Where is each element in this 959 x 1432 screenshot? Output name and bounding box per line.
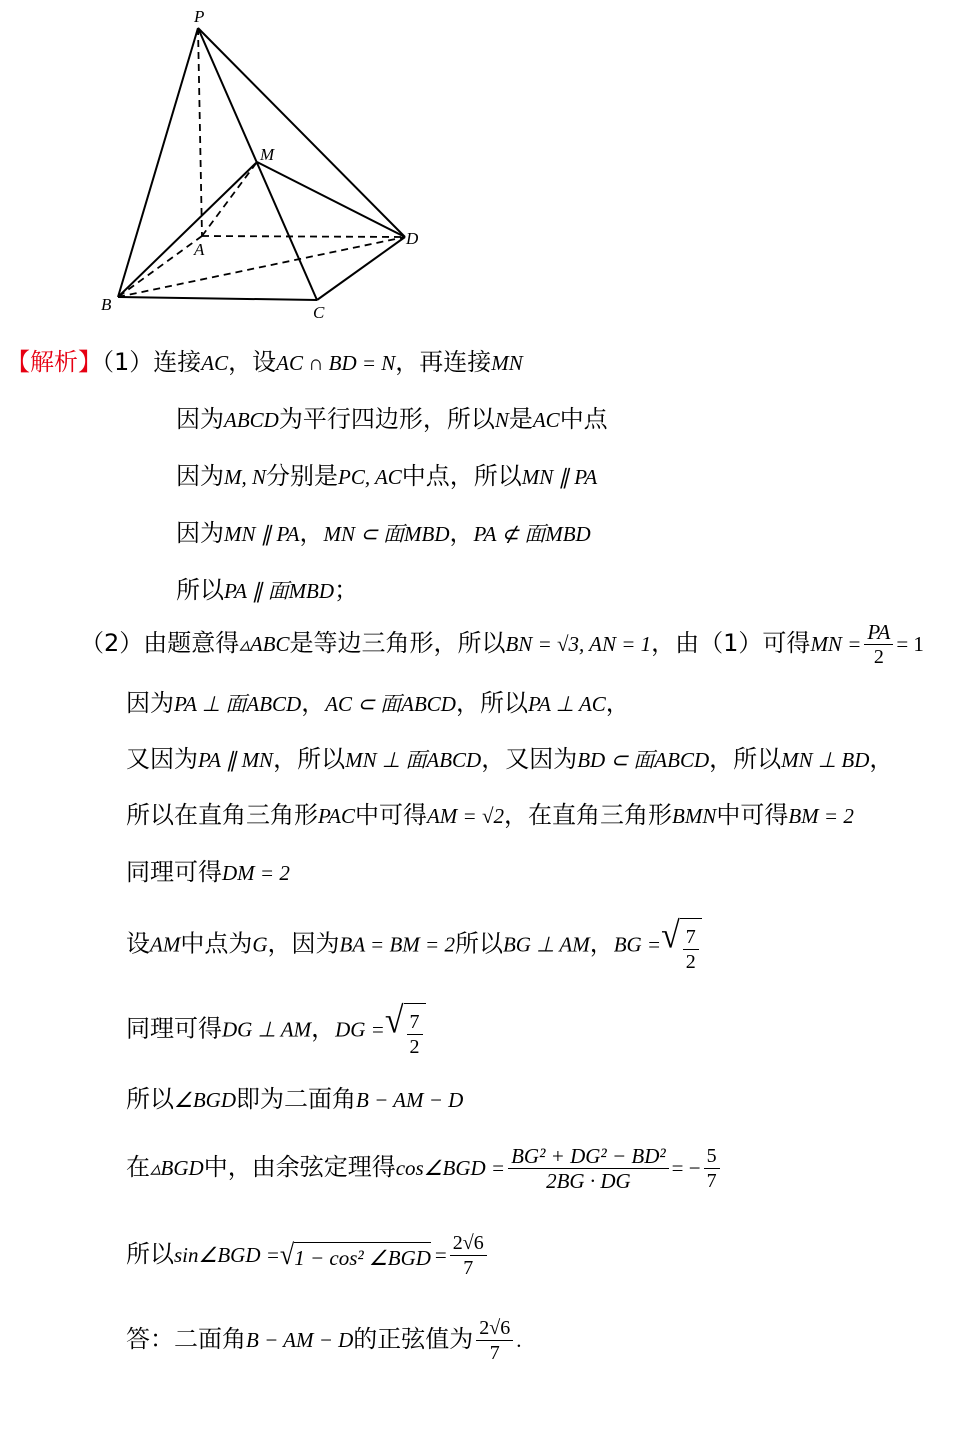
part2-line5: 同理可得DM = 2 — [126, 858, 290, 886]
part2-line6: 设AM中点为G，因为BA = BM = 2所以BG ⊥ AM，BG = √ $\frac{7}{2}$ — [126, 912, 702, 977]
label-M: M — [260, 145, 275, 164]
label-D: D — [406, 229, 419, 248]
edge-PB — [118, 28, 198, 297]
part2-line10: 所以sin∠BGD = √ 1 − cos² ∠BGD = $\frac{2√6}{7}$ — [126, 1227, 490, 1282]
edge-MD — [257, 162, 405, 237]
part2-line7: 同理可得DG ⊥ AM，DG = √ $\frac{7}{2}$ — [126, 997, 426, 1062]
part2-line3: 又因为PA ∥ MN，所以MN ⊥ 面ABCD，又因为BD ⊂ 面ABCD，所以MN ⊥ BD， — [126, 745, 894, 773]
edge-PA — [198, 28, 202, 236]
fraction: $\frac{7}{2}$ — [683, 925, 699, 974]
edge-CD — [317, 237, 405, 300]
edge-PD — [198, 28, 405, 237]
fraction: $\frac{PA}{2}$ — [864, 620, 893, 669]
part1-line5: 所以PA ∥ 面MBD； — [176, 576, 359, 604]
edge-BC — [118, 297, 317, 300]
fraction: $\frac{2√6}{7}$ — [450, 1231, 487, 1280]
analysis-tag: 【解析】 — [6, 348, 102, 376]
fraction: $\frac{5}{7}$ — [704, 1144, 720, 1193]
pyramid-figure — [90, 0, 430, 325]
part2-line1: （2）由题意得▵ABC是等边三角形，所以BN = √3, AN = 1，由（1）可得MN = $\frac{PA}{2}$ = 1 — [80, 619, 924, 668]
part1-line3: 因为M, N分别是PC, AC中点，所以MN ∥ PA — [176, 462, 598, 490]
part2-line4: 所以在直角三角形PAC中可得AM = √2，在直角三角形BMN中可得BM = 2 — [126, 801, 854, 829]
fraction: $\frac{2√6}{7}$ — [476, 1316, 513, 1365]
square-root: √ $\frac{7}{2}$ — [385, 997, 426, 1062]
square-root: √ 1 − cos² ∠BGD — [280, 1238, 431, 1273]
label-C: C — [313, 303, 325, 322]
label-P: P — [194, 7, 205, 26]
part1-line1: 【解析】（1）连接AC，设AC ∩ BD = N，再连接MN — [6, 348, 523, 376]
part1-line4: 因为MN ∥ PA，MN ⊂ 面MBD，PA ⊄ 面MBD — [176, 519, 591, 547]
fraction: $\frac{7}{2}$ — [407, 1010, 423, 1059]
part2-line2: 因为PA ⊥ 面ABCD，AC ⊂ 面ABCD，所以PA ⊥ AC， — [126, 689, 630, 717]
label-A: A — [194, 240, 205, 259]
part2-line11: 答：二面角B − AM − D的正弦值为 $\frac{2√6}{7}$ . — [126, 1316, 522, 1364]
fraction: $\frac{\text{BG² + DG² − BD²}}{2BG \cdot DG}$ — [508, 1144, 669, 1193]
edge-AM — [202, 162, 257, 236]
square-root: √ $\frac{7}{2}$ — [661, 912, 702, 977]
part2-line9: 在▵BGD中，由余弦定理得cos∠BGD = $\frac{\text{BG² + DG² − BD²}}{2BG \cdot DG}$ = − $\frac{5}{7}$ — [126, 1141, 723, 1194]
edge-AD — [202, 236, 405, 237]
part2-line8: 所以∠BGD即为二面角B − AM − D — [126, 1085, 464, 1113]
part1-line2: 因为ABCD为平行四边形，所以N是AC中点 — [176, 405, 608, 433]
label-B: B — [101, 295, 112, 314]
